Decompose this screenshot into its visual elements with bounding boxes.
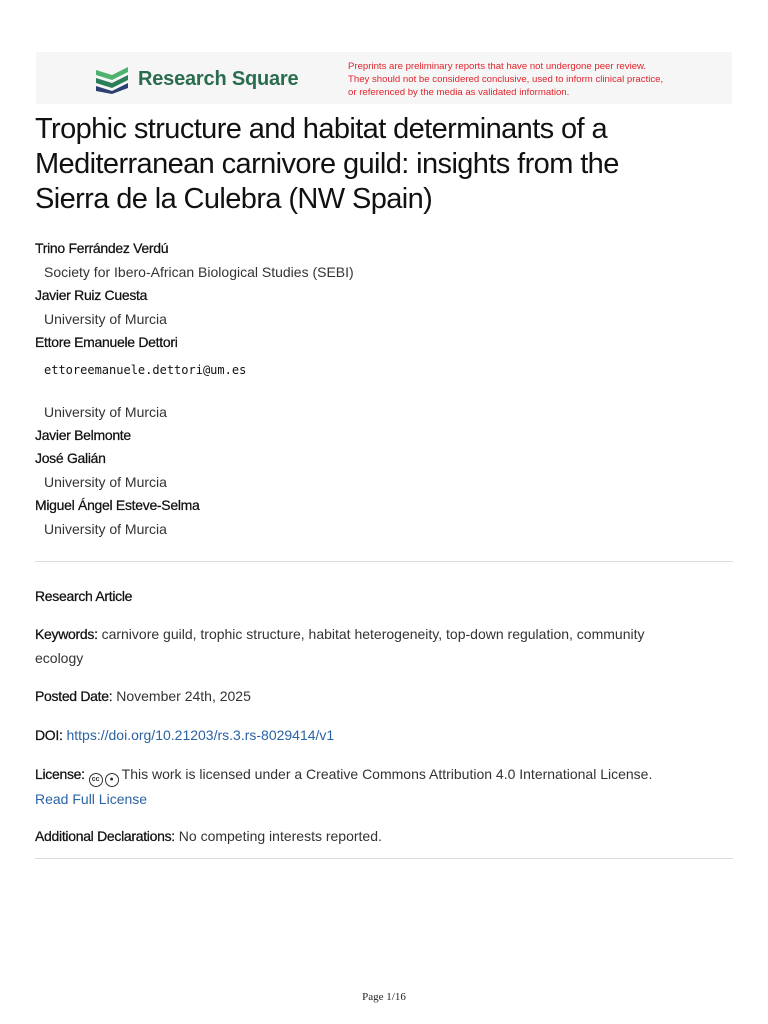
author-name: Javier Ruiz Cuesta (35, 287, 148, 303)
keywords-value-cont: ecology (35, 650, 84, 666)
divider (35, 858, 733, 859)
posted-date-value: November 24th, 2025 (116, 688, 251, 704)
read-full-license-link[interactable]: Read Full License (35, 791, 148, 807)
author-name: Trino Ferrández Verdú (35, 240, 169, 256)
doi-label: DOI: (35, 727, 63, 743)
disclaimer-line: or referenced by the media as validated information. (348, 87, 570, 98)
author-name: José Galián (35, 450, 106, 466)
license-text: This work is licensed under a Creative Commons Attribution 4.0 International License. (121, 766, 653, 782)
keywords-label: Keywords: (35, 626, 98, 642)
keywords (35, 622, 735, 670)
article-type (35, 584, 735, 608)
title-line: Sierra de la Culebra (NW Spain) (35, 183, 433, 215)
divider (35, 561, 733, 562)
preprint-disclaimer (348, 60, 728, 99)
author-name: Miguel Ángel Esteve-Selma (35, 497, 200, 513)
posted-date (35, 684, 735, 708)
author-name: Ettore Emanuele Dettori (35, 334, 178, 350)
paper-title (35, 112, 735, 217)
additional-declarations (35, 824, 735, 848)
disclaimer-line: They should not be considered conclusive, used to inform clinical practice, (348, 74, 664, 85)
cc-icon: cc (89, 773, 103, 787)
research-square-logo-icon (94, 64, 130, 94)
article-type-label: Research Article (35, 588, 133, 604)
declarations-label: Additional Declarations: (35, 828, 175, 844)
keywords-value: carnivore guild, trophic structure, habitat heterogeneity, top-down regulation, community (101, 626, 645, 642)
page-number: Page 1/16 (362, 991, 406, 1003)
author-affiliation: University of Murcia (44, 311, 167, 327)
author-email[interactable]: ettoreemanuele.dettori@um.es (44, 363, 247, 377)
author-name: Javier Belmonte (35, 427, 131, 443)
author-affiliation: Society for Ibero-African Biological Studies (SEBI) (44, 264, 354, 280)
license (35, 762, 735, 811)
title-line: Trophic structure and habitat determinants of a (35, 113, 607, 145)
license-label: License: (35, 766, 85, 782)
author-affiliation: University of Murcia (44, 474, 167, 490)
doi-link[interactable]: https://doi.org/10.21203/rs.3.rs-8029414/v1 (66, 727, 335, 743)
by-icon: ● (105, 773, 119, 787)
title-line: Mediterranean carnivore guild: insights from the (35, 148, 619, 180)
doi (35, 723, 735, 747)
declarations-value: No competing interests reported. (178, 828, 382, 844)
author-affiliation: University of Murcia (44, 404, 167, 420)
research-square-logo[interactable] (94, 64, 298, 94)
author-list (35, 237, 735, 541)
license-icons (89, 773, 119, 787)
posted-date-label: Posted Date: (35, 688, 113, 704)
brand-name: Research Square (138, 67, 299, 90)
author-affiliation: University of Murcia (44, 521, 167, 537)
disclaimer-line: Preprints are preliminary reports that have not undergone peer review. (348, 61, 647, 72)
